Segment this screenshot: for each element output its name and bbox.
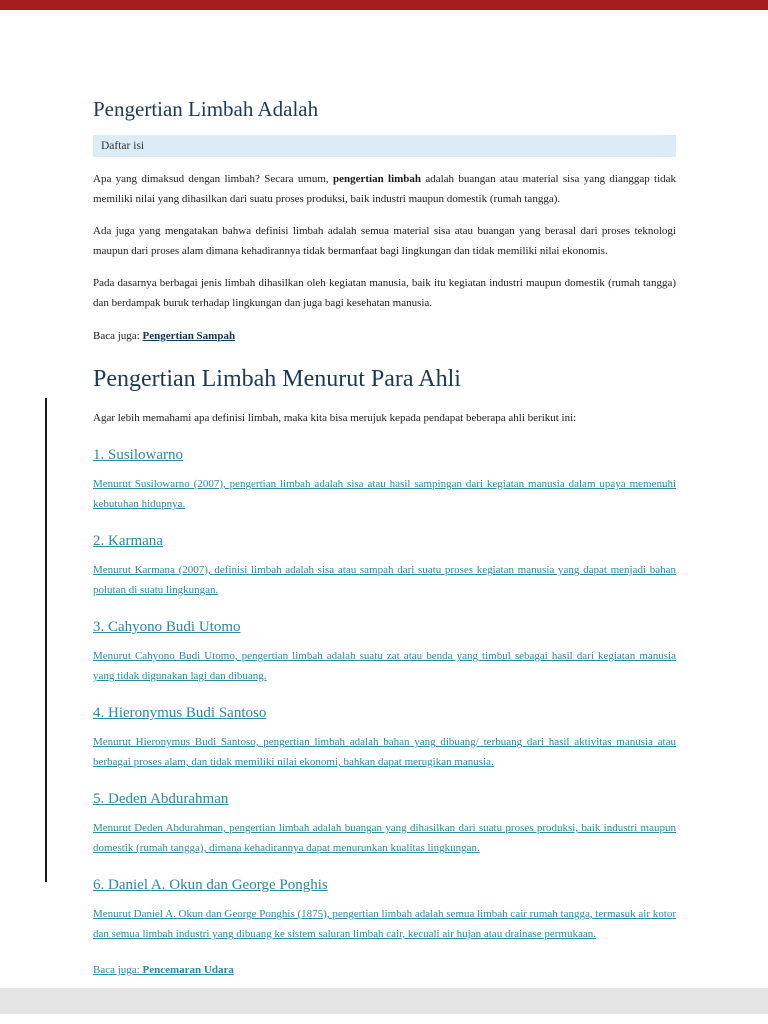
expert-section (93, 532, 676, 600)
intro-p1-before: Apa yang dimaksud dengan limbah? Secara umum, (93, 173, 333, 185)
expert-body-1[interactable]: Menurut Susilowarno (2007), pengertian limbah adalah sisa atau hasil sampingan dari kegiatan manusia dalam upaya memenuhi kebutuhan hidupnya. (93, 478, 676, 510)
footer-baca-juga-line (93, 960, 676, 980)
expert-section (93, 446, 676, 514)
section-title: Pengertian Limbah Menurut Para Ahli (93, 366, 461, 392)
expert-section (93, 790, 676, 858)
footer-baca-label: Baca juga: (93, 964, 143, 976)
expert-body-3[interactable]: Menurut Cahyono Budi Utomo, pengertian limbah adalah suatu zat atau benda yang timbul sebagai hasil dari kegiatan manusia yang tidak digunakan lagi dan dibuang. (93, 650, 676, 682)
expert-heading-3[interactable]: 3. Cahyono Budi Utomo (93, 619, 241, 635)
page-title: Pengertian Limbah Adalah (93, 97, 319, 121)
expert-body-4[interactable]: Menurut Hieronymus Budi Santoso, pengertian limbah adalah bahan yang dibuang/ terbuang dari hasil aktivitas manusia atau berbagai proses alam, dan tidak memiliki nilai ekonomi, bahkan dapat merugikan manusia. (93, 736, 676, 768)
expert-heading-6[interactable]: 6. Daniel A. Okun dan George Ponghis (93, 877, 328, 893)
pengertian-sampah-link[interactable]: Pengertian Sampah (142, 330, 236, 342)
expert-heading-1[interactable]: 1. Susilowarno (93, 447, 183, 463)
expert-section (93, 704, 676, 772)
expert-section (93, 618, 676, 686)
section-intro: Agar lebih memahami apa definisi limbah, maka kita bisa merujuk kepada pendapat beberapa ahli berikut ini: (93, 412, 577, 424)
expert-heading-2[interactable]: 2. Karmana (93, 533, 163, 549)
expert-heading-4[interactable]: 4. Hieronymus Budi Santoso (93, 705, 267, 721)
intro-paragraph-3: Pada dasarnya berbagai jenis limbah dihasilkan oleh kegiatan manusia, baik itu kegiatan industri maupun domestik (rumah tangga) dan berdampak buruk terhadap lingkungan dan juga bagi kesehatan manusia. (93, 277, 676, 309)
intro-p1-bold: pengertian limbah (333, 173, 422, 185)
baca-juga-label: Baca juga: (93, 330, 143, 342)
intro-paragraph-1 (93, 169, 676, 209)
expert-section (93, 876, 676, 944)
expert-body-2[interactable]: Menurut Karmana (2007), definisi limbah adalah sisa atau sampah dari suatu proses kegiatan manusia yang dapat menjadi bahan polutan di suatu lingkungan. (93, 564, 676, 596)
table-of-contents-bar: Daftar isi (93, 135, 676, 157)
intro-p1-after: adalah buangan atau material sisa yang dianggap tidak memiliki nilai yang dihasilkan dari suatu proses produksi, baik industri maupun domestik (rumah tangga). (93, 173, 677, 205)
expert-body-5[interactable]: Menurut Deden Abdurahman, pengertian limbah adalah buangan yang dihasilkan dari suatu proses produksi, baik industri maupun domestik (rumah tangga), dimana kehadirannya dapat menurunkan kualitas lingkungan. (93, 822, 676, 854)
expert-heading-5[interactable]: 5. Deden Abdurahman (93, 791, 229, 807)
intro-paragraph-2: Ada juga yang mengatakan bahwa definisi limbah adalah semua material sisa atau buangan yang berasal dari proses teknologi maupun dari proses alam dimana kehadirannya tidak bermanfaat bagi lingkungan dan tidak memiliki nilai ekonomis. (93, 225, 676, 257)
baca-juga-line (93, 326, 676, 346)
expert-body-6[interactable]: Menurut Daniel A. Okun dan George Ponghis (1875), pengertian limbah adalah semua limbah cair rumah tangga, termasuk air kotor dan semua limbah industri yang dibuang ke sistem saluran limbah cair, kecuali air hujan atau drainase permukaan. (93, 908, 676, 940)
page-separator-strip (0, 988, 768, 1014)
pencemaran-udara-link[interactable]: Pencemaran Udara (142, 964, 234, 976)
